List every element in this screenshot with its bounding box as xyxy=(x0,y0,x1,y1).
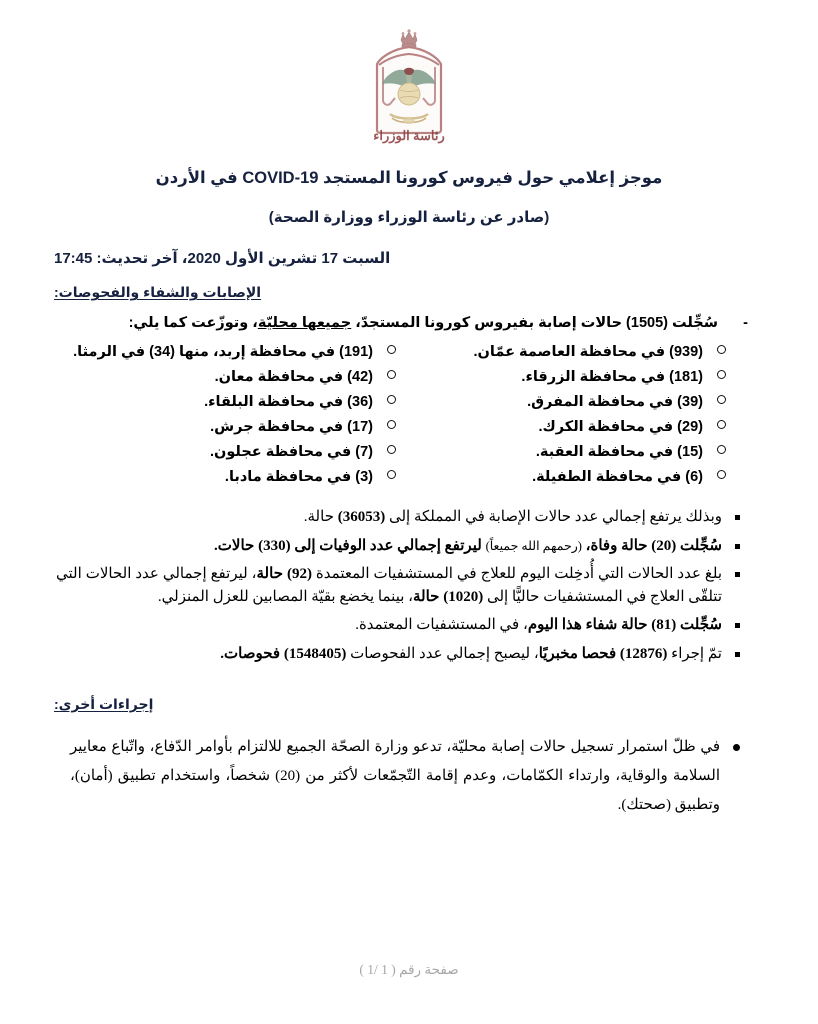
governorate-label: (42) في محافظة معان. xyxy=(214,369,373,386)
text-run: ، بينما يخضع بقيّة المصابين للعزل المنزلي. xyxy=(157,589,413,605)
text-run: سُجِّلت xyxy=(676,537,722,554)
governorate-label: (939) في محافظة العاصمة عمّان. xyxy=(473,344,703,361)
other-measure-item xyxy=(70,733,740,821)
governorate-item xyxy=(66,365,396,390)
governorate-item xyxy=(66,415,396,440)
text-run: تمّ إجراء xyxy=(667,645,722,662)
footer-page-number: صفحة رقم ( 1 /1 ) xyxy=(359,962,459,977)
circle-bullet-icon xyxy=(387,370,396,379)
round-bullet-icon xyxy=(733,744,740,751)
statistic-bullet-total-cases xyxy=(56,506,740,529)
lead-text-after: ، وتوزّعت كما يلي: xyxy=(128,315,258,332)
text-run: ، ليرتفع إجمالي عدد الحالات التي تتلقّى العلاج في المستشفيات حاليًّا إلى xyxy=(56,565,722,605)
governorate-item xyxy=(396,440,726,465)
statistic-text xyxy=(56,614,722,637)
governorate-item xyxy=(66,340,396,365)
lead-summary-item xyxy=(48,315,770,331)
dash-marker: - xyxy=(743,315,748,332)
lead-text-underlined: جميعها محليّة xyxy=(257,315,352,332)
page-title: موجز إعلامي حول فيروس كورونا المستجد COVID-19 في الأردن xyxy=(155,169,663,187)
governorate-item xyxy=(396,390,726,415)
lead-summary-text xyxy=(48,315,718,331)
text-run: وبذلك يرتفع إجمالي عدد حالات الإصابة في المملكة إلى xyxy=(385,509,722,526)
square-bullet-icon xyxy=(735,623,740,628)
statistic-text xyxy=(56,643,722,666)
text-run: (330) حالات. xyxy=(214,537,291,554)
governorate-label: (191) في محافظة إربد، منها (34) في الرمثا. xyxy=(73,344,373,361)
governorate-item xyxy=(66,465,396,490)
circle-bullet-icon xyxy=(387,395,396,404)
statistic-bullet-recoveries xyxy=(56,614,740,637)
circle-bullet-icon xyxy=(717,420,726,429)
text-run: (1020) حالة xyxy=(413,589,484,605)
governorate-label: (15) في محافظة العقبة. xyxy=(535,444,703,461)
circle-bullet-icon xyxy=(717,345,726,354)
text-run: حالة. xyxy=(303,509,338,526)
statistic-text xyxy=(56,535,722,558)
governorate-label: (39) في محافظة المفرق. xyxy=(527,394,703,411)
circle-bullet-icon xyxy=(717,470,726,479)
text-run: (92) حالة xyxy=(256,565,312,582)
emblem-container xyxy=(48,0,770,144)
text-run: (20) حالة وفاة xyxy=(590,537,677,554)
governorate-label: (6) في محافظة الطفيلة. xyxy=(532,469,703,486)
circle-bullet-icon xyxy=(387,420,396,429)
text-run: (رحمهم الله جميعاً) xyxy=(485,538,582,553)
section-heading-other-measures xyxy=(48,696,770,713)
other-measure-text: في ظلّ استمرار تسجيل حالات إصابة محليّة، تدعو وزارة الصحّة الجميع للالتزام بأوامر الدّفاع، واتّباع معايير السلامة والوقاية، وارتداء الكمّامات، وعدم إقامة التّجمّعات لأكثر من (20) شخصاً، واستخدام تطبيق (أمان)، وتطبيق (صحتك). xyxy=(70,738,721,814)
governorate-label: (7) في محافظة عجلون. xyxy=(209,444,373,461)
statistic-text xyxy=(56,506,722,529)
governorate-label: (17) في محافظة جرش. xyxy=(210,419,373,436)
circle-bullet-icon xyxy=(717,395,726,404)
governorate-item xyxy=(396,415,726,440)
other-measures-list xyxy=(48,733,770,821)
governorate-item xyxy=(66,440,396,465)
statistic-bullet-deaths xyxy=(56,535,740,558)
text-run: ، ليصبح إجمالي عدد الفحوصات xyxy=(346,645,539,662)
governorate-case-list xyxy=(48,340,770,490)
governorate-item xyxy=(396,365,726,390)
governorate-label: (3) في محافظة مادبا. xyxy=(224,469,373,486)
text-run: سُجِّلت xyxy=(676,617,722,634)
governorate-item xyxy=(66,390,396,415)
circle-bullet-icon xyxy=(717,445,726,454)
governorate-label: (36) في محافظة البلقاء. xyxy=(204,394,373,411)
text-run: بلغ عدد الحالات التي أُدخِلت اليوم للعلاج في المستشفيات المعتمدة xyxy=(311,565,722,582)
svg-text:رئاسة الوزراء: رئاسة الوزراء xyxy=(373,128,445,143)
circle-bullet-icon xyxy=(387,470,396,479)
governorate-label: (29) في محافظة الكرك. xyxy=(538,419,703,436)
section-heading-cases xyxy=(48,284,770,301)
text-run: (81) حالة شفاء هذا اليوم xyxy=(527,617,677,634)
section-heading-other-measures-label: إجراءات أخرى: xyxy=(54,695,154,712)
text-run: ليرتفع إجمالي عدد الوفيات إلى xyxy=(290,537,486,554)
square-bullet-icon xyxy=(735,544,740,549)
square-bullet-icon xyxy=(735,515,740,520)
governorate-label: (181) في محافظة الزرقاء. xyxy=(521,369,703,386)
statistic-bullet-hospital-admissions xyxy=(56,563,740,610)
jordan-coat-of-arms-icon xyxy=(357,26,461,144)
circle-bullet-icon xyxy=(717,370,726,379)
page-subtitle: (صادر عن رئاسة الوزراء ووزارة الصحة) xyxy=(268,208,550,226)
circle-bullet-icon xyxy=(387,345,396,354)
statistics-bullet-list xyxy=(48,506,770,666)
governorate-item xyxy=(396,340,726,365)
date-line: السبت 17 تشرين الأول 2020، آخر تحديث: 17:45 xyxy=(54,250,391,268)
text-run: ، في المستشفيات المعتمدة. xyxy=(355,617,528,634)
square-bullet-icon xyxy=(735,572,740,577)
lead-text-before: سُجِّلت (1505) حالات إصابة بفيروس كورونا المستجدّ، xyxy=(351,315,718,332)
statistic-text xyxy=(56,563,722,610)
circle-bullet-icon xyxy=(387,445,396,454)
text-run: (12876) فحصا مخبريًا xyxy=(538,645,668,662)
text-run: ، xyxy=(581,537,591,554)
section-heading-cases-label: الإصابات والشفاء والفحوصات: xyxy=(54,284,262,301)
text-run: (1548405) فحوصات. xyxy=(220,645,347,662)
square-bullet-icon xyxy=(735,652,740,657)
statistic-bullet-tests xyxy=(56,643,740,666)
governorate-item xyxy=(396,465,726,490)
text-run: (36053) xyxy=(337,509,386,526)
